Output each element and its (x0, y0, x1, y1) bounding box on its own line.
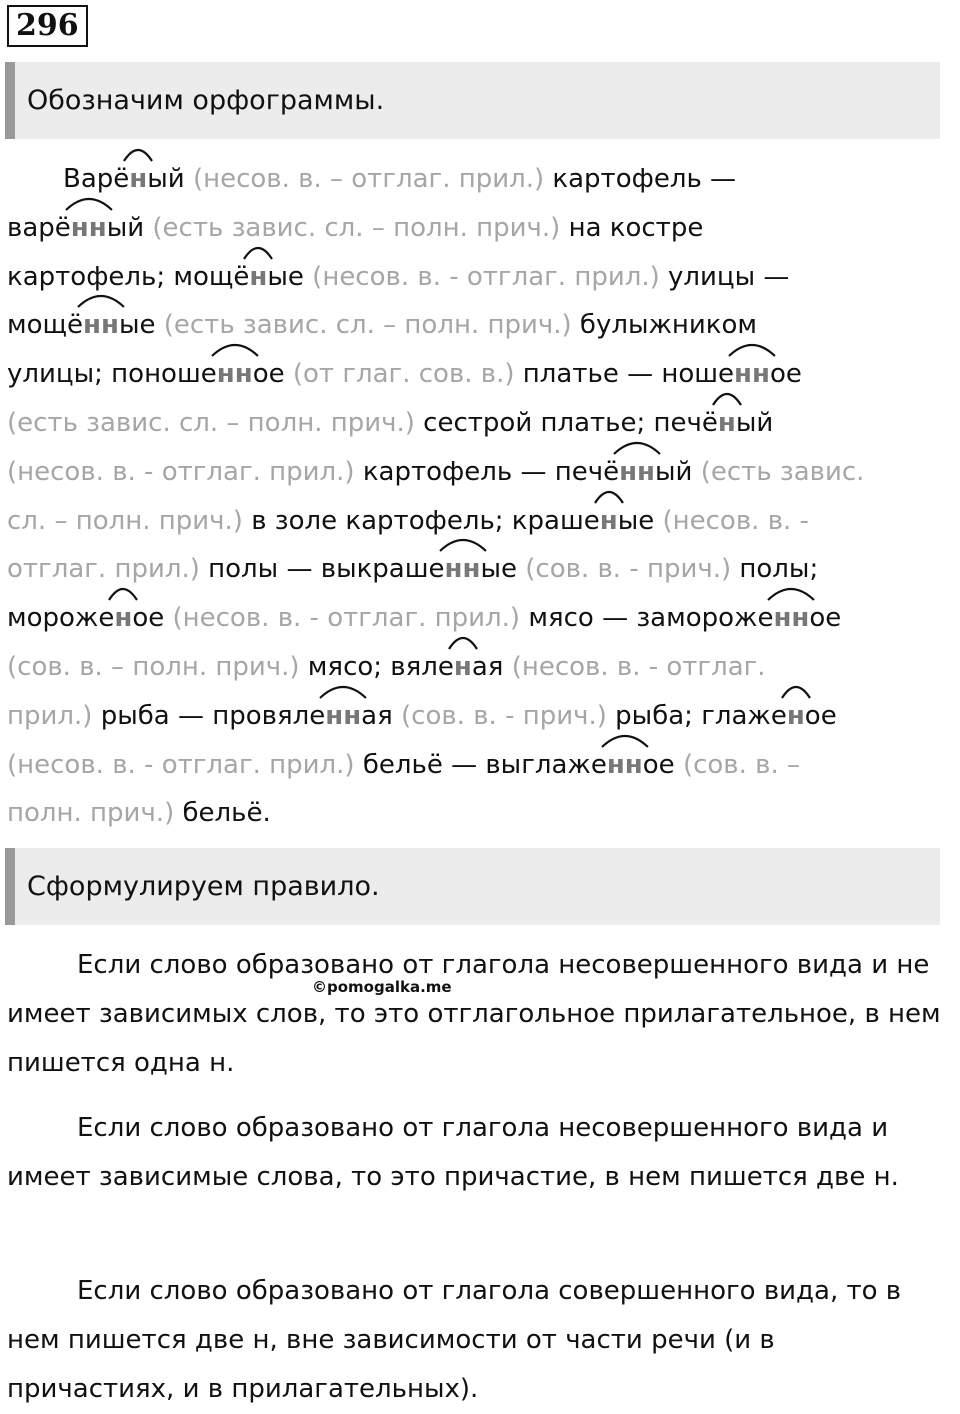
orthogram-examples: Варё ный (несов. в. – отглаг. прил.) картофель — варё нный (есть завис. сл. – полн. прич.) на костре картофель; мощё ные (несов. в. - отглаг. прил.) улицы — мощё нные (есть завис. сл. – полн. прич.) булыжником улицы; поноше нное (от глаг. сов. в.) платье — ноше нное (есть завис. сл. – полн. прич.) сестрой платье; печё ный (несов. в. - отглаг. прил.) картофель — печё нный (есть завис. сл. – полн. прич.) в золе картофель; краше ные (несов. в. - отглаг. прил.) полы — выкраше нные (сов. в. - прич.) полы; мороже ное (несов. в. - отглаг. прил.) мясо — замороже нное (сов. в. – полн. прич.) мясо; вяле ная (несов. в. - отглаг. прил.) рыба — провяле нная (сов. в. - прич.) рыба; глаже ное (несов. в. - отглаг. прил.) бельё — выглаже нное (сов. в. – полн. прич.) бельё. (7, 155, 953, 838)
word: варё нный (7, 213, 144, 243)
grammar-note: (сов. в. - прич.) (401, 700, 607, 731)
word: мощё ные (173, 262, 304, 292)
grammar-note: (сов. в. - прич.) (525, 554, 732, 585)
grammar-note: (есть завис. (700, 456, 865, 487)
word: поноше нное (111, 359, 284, 389)
word: Варё ный (63, 164, 185, 194)
word: краше ные (512, 506, 654, 536)
word: мощё нные (7, 310, 155, 340)
grammar-note: (несов. в. - отглаг. прил.) (7, 456, 355, 487)
word: выкраше нные (321, 554, 517, 584)
word: печё нный (555, 457, 693, 487)
word: глаже ное (701, 701, 837, 731)
task-number: 296 (7, 5, 88, 47)
grammar-note: (есть завис. сл. – полн. прич.) (163, 310, 572, 341)
word: мороже ное (7, 603, 164, 633)
word: ноше нное (661, 359, 802, 389)
grammar-note: отглаг. прил.) (7, 554, 200, 585)
grammar-note: (есть завис. сл. – полн. прич.) (152, 212, 561, 243)
word: замороже нное (636, 603, 841, 633)
rule-paragraph: Если слово образовано от глагола несовершенного вида и не имеет зависимых слов, то это отглагольное прилагательное, в нем пишется одна н. (7, 950, 941, 1078)
word: провяле нная (212, 701, 393, 731)
grammar-note: (несов. в. - отглаг. (511, 651, 766, 682)
word: выглаже нное (485, 750, 674, 780)
word: печё ный (654, 408, 774, 438)
grammar-note: (сов. в. – (682, 749, 800, 780)
grammar-note: (несов. в. - (662, 505, 809, 536)
grammar-note: сл. – полн. прич.) (7, 505, 243, 536)
word: вяле ная (390, 652, 503, 682)
rule-paragraph: Если слово образовано от глагола несовершенного вида и имеет зависимые слова, то это причастие, в нем пишется две н. (7, 1113, 899, 1192)
grammar-note: (несов. в. - отглаг. прил.) (172, 603, 521, 634)
grammar-note: (есть завис. сл. – полн. прич.) (7, 407, 415, 438)
grammar-note: (сов. в. – полн. прич.) (7, 651, 300, 682)
grammar-note: (несов. в. - отглаг. прил.) (312, 261, 660, 292)
grammar-note: (несов. в. - отглаг. прил.) (7, 749, 355, 780)
grammar-note: (несов. в. – отглаг. прил.) (192, 164, 545, 194)
grammar-note: полн. прич.) (7, 798, 175, 829)
section-heading-text: Сформулируем правило. (27, 871, 380, 902)
watermark: ©pomogalka.me (312, 978, 452, 996)
grammar-note: прил.) (7, 700, 93, 731)
section-heading-rule (5, 848, 940, 925)
rule-paragraph: Если слово образовано от глагола совершенного вида, то в нем пишется две н, вне зависимости от части речи (и в причастиях, и в прилагательных). (7, 1276, 902, 1404)
section-heading-text: Обозначим орфограммы. (27, 85, 385, 116)
section-heading-orthograms (5, 62, 940, 139)
grammar-note: (от глаг. сов. в.) (292, 359, 515, 390)
